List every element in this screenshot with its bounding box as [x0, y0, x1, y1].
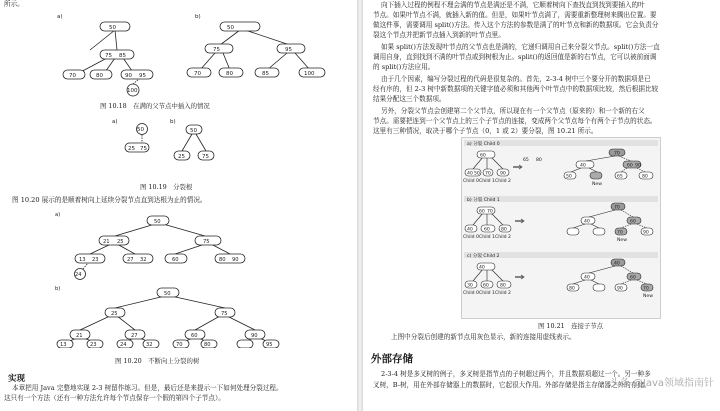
fig19-label-a: a) — [112, 119, 118, 125]
fig21-b-t7: 60 — [630, 219, 636, 225]
fig18-a-t5: 90 — [125, 73, 132, 79]
left-page — [0, 0, 357, 411]
fig20-a-t5: 23 — [92, 257, 99, 263]
left-para2-line: 这只有一个方法（还有一种方法允许每个节点保存一个假的第四个子节点）。 — [4, 394, 225, 402]
fig18-label-b: b) — [195, 14, 201, 20]
fig19-a-t0: 25 — [128, 146, 135, 152]
right-para5: 上图中分裂后创建的新节点用灰色显示，新的连接用虚线表示。 — [391, 333, 576, 341]
fig20-b-t10: 32 — [146, 342, 153, 348]
fig18-a-t7: 100 — [127, 88, 138, 94]
fig21-a-t8: 40 — [580, 163, 586, 169]
right-para3-line: 结果分配这三个数据项。 — [373, 95, 446, 103]
fig18-b-node — [220, 22, 260, 31]
fig21-c-t3: 80 — [500, 283, 506, 289]
fig21-a-t10: 90 — [635, 163, 641, 169]
fig18-a-t6: 95 — [139, 73, 146, 79]
fig20-a-t0: 50 — [154, 219, 161, 225]
fig21-a-t0: 60 — [480, 153, 486, 159]
right-para2-line: 如果 split()方法发现叶节点的父节点也是满的，它递归调用自己来分裂父节点。split()方法一直 — [381, 43, 660, 51]
fig20-a-t1: 21 — [103, 239, 110, 245]
fig21-c-child1: Child 1 — [479, 291, 495, 296]
fig18-b-t0: 50 — [227, 25, 234, 31]
fig20-a-t2: 25 — [117, 239, 124, 245]
fig21-a-t3: 70 — [485, 171, 491, 177]
fig18-a-t1: 75 — [105, 53, 112, 59]
fig21-panel-c-label: c) 分裂 Child 2 — [467, 254, 500, 259]
fig21-c-t2: 60 — [483, 283, 489, 289]
fig21-caption: 图 10.21 连接子节点 — [538, 322, 604, 330]
fig21-c-leaf — [593, 284, 605, 291]
fig21-a-t4: 90 — [500, 171, 506, 177]
fig21-b-leaf — [593, 228, 605, 235]
fig20-b-t2: 75 — [221, 311, 228, 317]
fig20-a-t11: 24 — [75, 272, 82, 278]
fig21-a-t11: 50 — [566, 174, 572, 180]
right-para3-line: 由于几个因素，编写分裂过程的代码是很复杂的。首先，2-3-4 树中三个要分开的数据项是已 — [381, 75, 651, 83]
fig21-a-t6: 80 — [536, 158, 542, 163]
fig18-b-t5: 85 — [262, 71, 269, 77]
right-para6-line: 叉树，B-树，用在外部存储器上的数据时，它起很大作用。外部存储是指主存储器之外的存储。 — [373, 381, 651, 389]
fig20-b-t0: 50 — [164, 291, 171, 297]
fig18-caption: 图 10.18 在满的父节点中插入的情况 — [100, 102, 210, 110]
right-para2-line: 的 split()方法应用。 — [373, 63, 435, 71]
fig18-b-t1: 75 — [213, 47, 220, 53]
fig20-b-t1: 25 — [111, 311, 118, 317]
fig21-b-child0: Child 0 — [463, 235, 479, 240]
fig20-b-t5: 60 — [191, 333, 198, 339]
fig21-a-t1: 40 — [467, 171, 473, 177]
fig18-a-t3: 70 — [69, 73, 76, 79]
fig20-label-a: a) — [55, 212, 61, 218]
fig20-b-leaf — [237, 340, 253, 348]
fig18-a-t0: 50 — [109, 25, 116, 31]
right-page — [363, 0, 720, 411]
fig20-a-t9: 80 — [219, 257, 226, 263]
fig21-b-t8: 70 — [617, 230, 623, 236]
fig19-a-t2: 75 — [140, 146, 147, 152]
fig21-b-new-label: New — [617, 238, 628, 243]
figure-10-19 — [110, 117, 230, 179]
fig21-a-leaf — [590, 172, 602, 179]
left-top-text: 所示。 — [4, 0, 24, 8]
fig20-b-t7: 13 — [60, 342, 67, 348]
fig20-b-t3: 21 — [76, 333, 83, 339]
fig19-caption: 图 10.19 分裂根 — [140, 183, 193, 191]
fig21-a-child2: Child 2 — [495, 179, 511, 184]
fig20-a-t7: 32 — [140, 257, 147, 263]
fig19-b-t2: 75 — [202, 154, 209, 160]
fig20-b-t4: 27 — [131, 333, 138, 339]
right-para4-line: 另外，分裂父节点会创建第二个父节点，所以现在有一个父节点（原来的）和一个新的右父 — [381, 107, 645, 115]
fig19-b-t0: 50 — [190, 128, 197, 134]
fig21-c-t4: 40 — [614, 261, 620, 267]
fig21-b-child2: Child 2 — [495, 235, 511, 240]
fig20-label-b: b) — [55, 286, 61, 292]
fig21-a-t9: 60 — [627, 163, 633, 169]
figure-10-20 — [55, 208, 325, 348]
right-para1-line: 裂这个节点并把新节点插入到新的叶节点里。 — [373, 31, 505, 39]
right-para6-line: 2-3-4 树是多叉树的例子，多叉树是指节点的子树超过两个，并且数据项超过一个。另一种多 — [381, 370, 651, 378]
fig21-a-t2: 50 — [474, 171, 480, 177]
fig18-b-t2: 95 — [285, 47, 292, 53]
right-section-heading: 外部存储 — [371, 353, 413, 365]
left-para1: 图 10.20 展示的是顺着树向上延续分裂节点直到达根为止的情况。 — [12, 196, 207, 204]
fig21-b-t1: 70 — [487, 209, 493, 215]
fig21-a-t12: 65 — [617, 174, 623, 180]
fig21-c-t7: 80 — [569, 286, 575, 292]
fig20-b-t8: 23 — [90, 342, 97, 348]
fig19-b-t1: 25 — [178, 154, 185, 160]
fig21-b-t6: 40 — [584, 219, 590, 225]
right-para1-line: 节点。如果叶节点不满，就插入新的值。但是，如果叶节点满了，需要重新整理树来腾出位置。要 — [373, 11, 657, 19]
fig21-c-t5: 40 — [584, 275, 590, 281]
fig19-a-t1: 50 — [137, 127, 144, 133]
fig21-b-t3: 60 — [484, 227, 490, 233]
right-para1-line: 做这件事，需要调用 split()方法。传入这个方法的参数是满了的叶节点和新的数据项。它会负责分 — [373, 21, 659, 29]
fig20-a-t6: 27 — [127, 257, 134, 263]
fig20-b-t12: 80 — [204, 342, 211, 348]
fig20-caption: 图 10.20 不断向上分裂的树 — [115, 357, 200, 365]
fig21-c-t1: 30 — [467, 283, 473, 289]
fig21-c-new-label: New — [643, 294, 654, 299]
fig21-c-t0: 40 — [479, 265, 485, 271]
fig21-b-t4: 80 — [501, 227, 507, 233]
right-para2-line: 调用自身，直到找到不满的叶节点或到树根为止。split()的返回值是新的右节点，它可以被前面调 — [373, 53, 657, 61]
fig21-b-child1: Child 1 — [479, 235, 495, 240]
fig21-a-child0: Child 0 — [463, 179, 479, 184]
fig20-b-t11: 70 — [176, 342, 183, 348]
fig21-b-t0: 60 — [479, 209, 485, 215]
right-para3-line: 经有序的，但 2-3 树中新数据项的关键字值必须和其他两个叶节点中的数据项比较，然后根据比较 — [373, 85, 659, 93]
fig19-label-b: b) — [170, 119, 176, 125]
fig21-c-child2: Child 2 — [495, 291, 511, 296]
right-para1-line: 向下插入过程的例程不理会满的节点是满还是不满，它顺着树向下查找直到找到要插入的叶 — [381, 1, 645, 9]
fig20-a-t10: 90 — [232, 257, 239, 263]
fig21-b-leaf — [567, 228, 579, 235]
fig18-a-t4: 80 — [96, 73, 103, 79]
left-para2-line: 本章把用 Java 完整地实现 2-3 树留作练习。但是，最后还是来提示一下如何处理分裂过程。 — [12, 384, 283, 392]
right-para4-line: 这里有三种情况，取决于哪个子节点（0，1 或 2）要分裂，图 10.21 所示。 — [373, 127, 598, 135]
watermark: 头条 @Java领域指南针 — [609, 378, 714, 389]
fig18-b-t3: 70 — [194, 71, 201, 77]
fig21-a-t13: 80 — [642, 174, 648, 180]
fig21-b-t2: 40 — [467, 227, 473, 233]
fig20-b-t9: 24 — [120, 342, 127, 348]
fig20-b-t13: 95 — [266, 342, 273, 348]
fig21-c-t8: 90 — [617, 286, 623, 292]
fig21-c-child0: Child 0 — [463, 291, 479, 296]
fig21-b-t9: 90 — [643, 230, 649, 236]
fig18-b-t4: 80 — [226, 71, 233, 77]
fig21-b-t5: 70 — [614, 205, 620, 211]
right-para4-line: 节点。需要把连到一个父节点上的三个子节点的连接，变成两个父节点每个有两个子节点的状态。 — [373, 117, 657, 125]
fig21-a-child1: Child 1 — [479, 179, 495, 184]
fig21-c-t9: 70 — [643, 286, 649, 292]
left-section-heading: 实现 — [8, 374, 26, 384]
figure-10-18 — [55, 10, 355, 100]
fig18-label-a: a) — [57, 14, 63, 20]
fig21-a-t7: 70 — [614, 151, 620, 157]
fig20-a-t8: 60 — [172, 257, 179, 263]
fig20-a-t4: 13 — [79, 257, 86, 263]
fig21-panel-a-label: a) 分裂 Child 0 — [467, 142, 500, 147]
fig21-a-t5: 65 — [523, 158, 529, 163]
fig21-a-new-label: New — [592, 182, 603, 187]
fig18-b-t6: 100 — [304, 71, 315, 77]
fig18-a-t2: 85 — [119, 53, 126, 59]
fig20-a-t3: 75 — [203, 239, 210, 245]
figure-10-21 — [461, 137, 661, 319]
fig21-c-t6: 60 — [630, 275, 636, 281]
fig20-b-t6: 90 — [251, 333, 258, 339]
fig21-panel-b-label: b) 分裂 Child 1 — [467, 198, 500, 203]
